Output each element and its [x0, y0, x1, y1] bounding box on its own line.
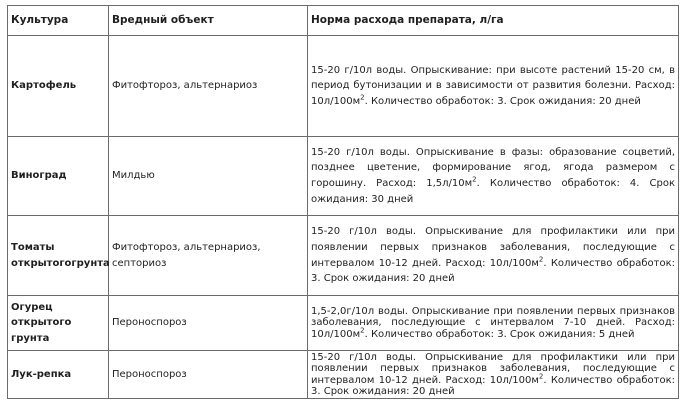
norm-text-tail: . Количество обработок: 4. Срок ожидания: 30 дней — [311, 178, 676, 205]
crop-cell: Огурец открытого грунта — [8, 296, 109, 351]
crop-cell: Лук-репка — [8, 351, 109, 399]
norm-cell — [308, 216, 679, 296]
norm-text: 15-20 г/10л воды. Опрыскивание для профилактики или при появлении первых признаков заболевания, последующие с интервалом 10-12 дней. Расход: 10л/100м — [311, 226, 675, 269]
table-row — [8, 137, 679, 216]
target-cell: Милдью — [109, 137, 308, 216]
crop-cell: Виноград — [8, 137, 109, 216]
norm-text-tail: . Количество обработок: 3. Срок ожидания: 20 дней — [364, 95, 641, 107]
norm-text-tail: . Количество обработок: 3. Срок ожидания: 5 дней — [364, 328, 635, 340]
table-row — [8, 216, 679, 296]
norm-cell — [308, 296, 679, 351]
norm-text-tail: . Количество обработок: 3. Срок ожидания: 20 дней — [311, 374, 675, 397]
norm-superscript: 2 — [360, 93, 365, 102]
header-crop: Культура — [8, 6, 109, 36]
table-row — [8, 296, 679, 351]
header-target: Вредный объект — [109, 6, 308, 36]
norm-text: 15-20 г/10л воды. Опрыскивание для профилактики или при появлении первых признаков заболевания, последующие с интервалом 10-12 дней. Расход: 10л/100м — [311, 351, 675, 386]
norm-superscript: 2 — [538, 372, 544, 381]
target-cell: Пероноспороз — [109, 296, 308, 351]
header-norm: Норма расхода препарата, л/га — [308, 6, 679, 36]
table-row — [8, 351, 679, 399]
norm-superscript: 2 — [360, 326, 365, 335]
table-header-row — [8, 6, 679, 36]
table-row — [8, 36, 679, 137]
norm-cell — [308, 137, 679, 216]
norm-text: 15-20 г/10л воды. Опрыскивание: при высоте растений 15-20 см, в период бутонизации и в зависимости от развития болезни. Расход: 10л/100м — [311, 64, 675, 107]
crop-cell: Томаты открытогогрунта — [8, 216, 109, 296]
pesticide-dosage-table — [7, 5, 679, 399]
target-cell: Фитофтороз, альтернариоз, септориоз — [109, 216, 308, 296]
norm-text: 15-20 г/10л воды. Опрыскивание в фазы: образование соцветий, позднее цветение, формирование ягод, ягода размером с горошину. Расход: 1,5л/10м — [311, 146, 675, 189]
norm-superscript: 2 — [538, 255, 544, 264]
crop-cell: Картофель — [8, 36, 109, 137]
norm-cell — [308, 351, 679, 399]
norm-text: 1,5-2,0г/10л воды. Опрыскивание при появлении первых признаков заболевания, последующие с интервалом 7-10 дней. Расход: 10л/100м — [311, 305, 675, 340]
norm-text-tail: . Количество обработок: 3. Срок ожидания: 20 дней — [311, 257, 675, 285]
norm-superscript: 2 — [472, 175, 477, 184]
norm-cell — [308, 36, 679, 137]
target-cell: Пероноспороз — [109, 351, 308, 399]
target-cell: Фитофтороз, альтернариоз — [109, 36, 308, 137]
